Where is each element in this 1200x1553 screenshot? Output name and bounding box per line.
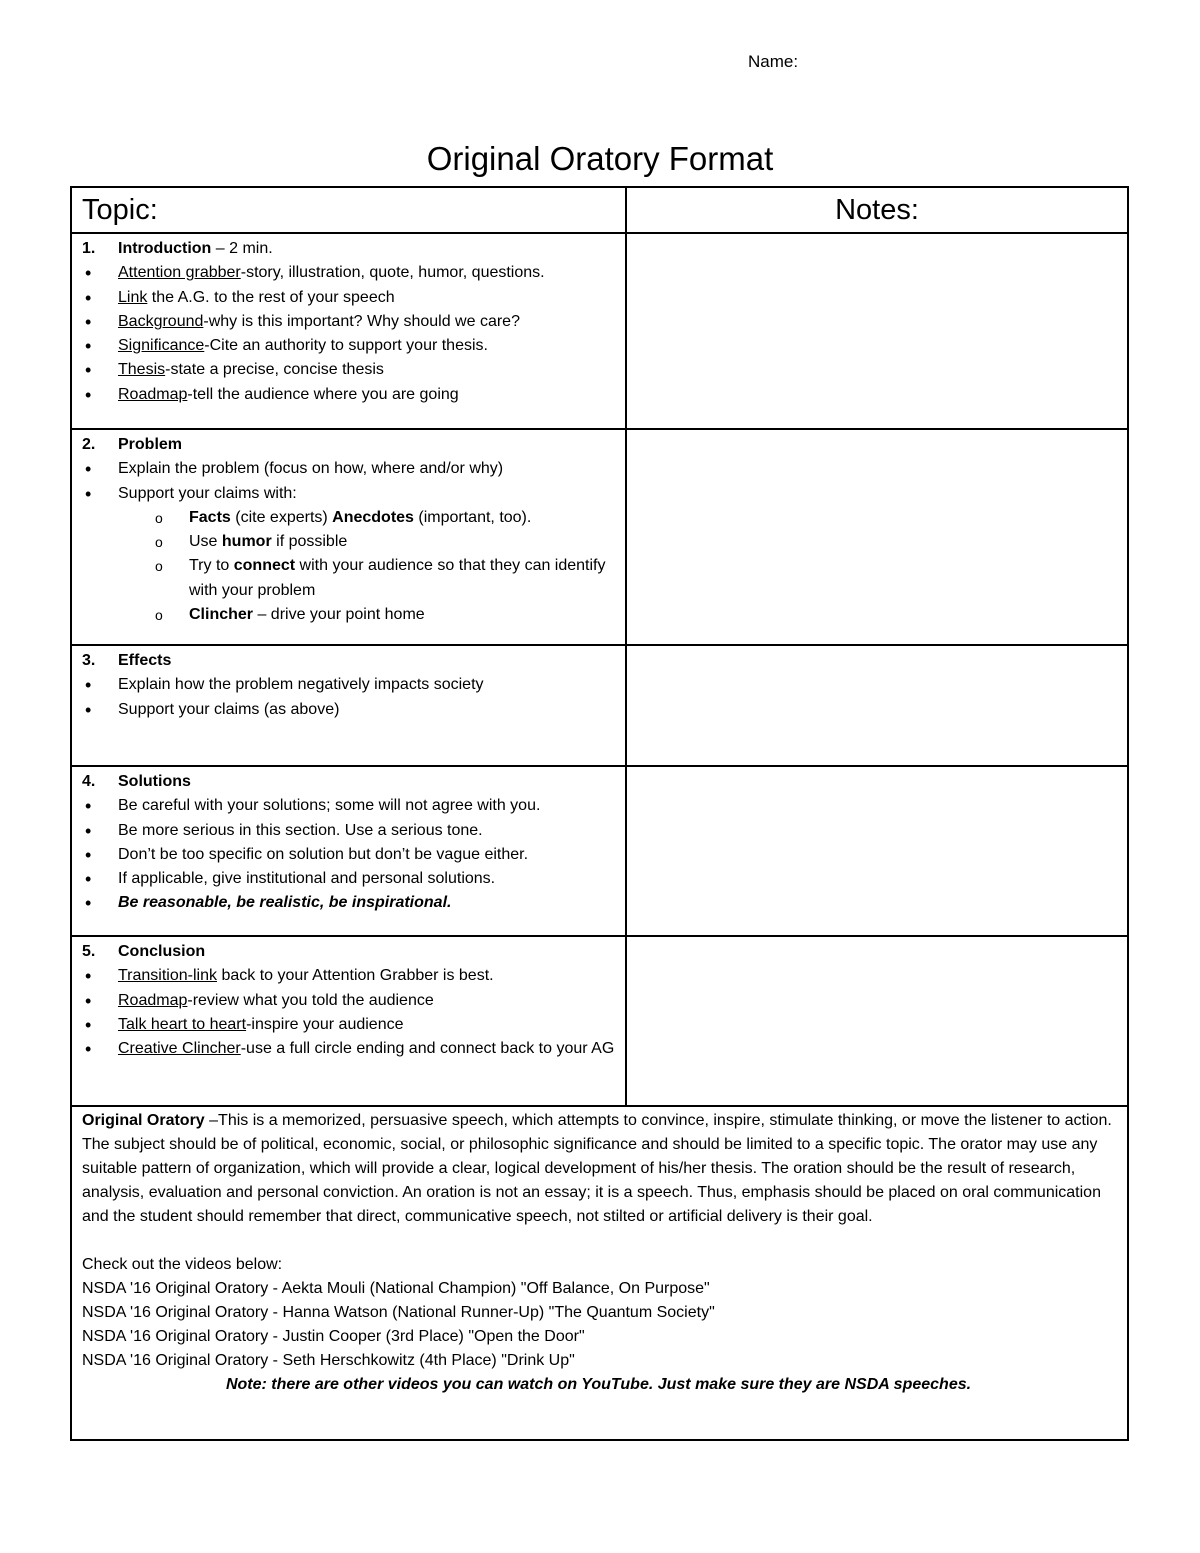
videos-note: Note: there are other videos you can watch on YouTube. Just make sure they are NSDA speeches. [225, 1376, 972, 1393]
bold-term: Facts [189, 508, 231, 526]
item-text: -review what you told the audience [187, 991, 434, 1009]
item-text: -state a precise, concise thesis [165, 361, 384, 379]
table-header-row [71, 187, 1128, 233]
notes-cell[interactable] [626, 233, 1128, 429]
videos-intro: Check out the videos below: [82, 1256, 283, 1273]
notes-cell[interactable] [626, 645, 1128, 766]
item-text: Try to [189, 557, 234, 575]
description-row [71, 1106, 1128, 1440]
underlined-term: Roadmap [118, 991, 188, 1009]
section-content [71, 429, 626, 645]
item-text: Be careful with your solutions; some will not agree with you. [118, 797, 541, 815]
sub-list-item [82, 603, 617, 627]
section-title [82, 649, 617, 673]
item-text: -why is this important? Why should we care? [203, 312, 520, 330]
item-text: Don’t be too specific on solution but don’t be vague either. [118, 845, 529, 863]
video-link[interactable]: NSDA '16 Original Oratory - Hanna Watson (National Runner-Up) "The Quantum Society" [82, 1304, 715, 1321]
list-item [82, 819, 617, 843]
section-row-introduction [71, 233, 1128, 429]
section-number: 5. [82, 943, 96, 960]
list-item [82, 891, 617, 915]
list-item [82, 334, 617, 358]
section-title-text: Solutions [118, 773, 191, 790]
item-text: If applicable, give institutional and personal solutions. [118, 870, 496, 888]
notes-header: Notes: [626, 187, 1128, 233]
section-title-text: Conclusion [118, 943, 206, 960]
section-number: 3. [82, 652, 96, 669]
section-content [71, 766, 626, 936]
section-number: 4. [82, 773, 96, 790]
item-text: Explain how the problem negatively impacts society [118, 676, 484, 694]
section-row-solutions [71, 766, 1128, 936]
section-title [82, 940, 617, 964]
video-link[interactable]: NSDA '16 Original Oratory - Justin Cooper (3rd Place) "Open the Door" [82, 1328, 585, 1345]
underlined-term: Thesis [118, 361, 166, 379]
video-link[interactable]: NSDA '16 Original Oratory - Seth Herschkowitz (4th Place) "Drink Up" [82, 1352, 575, 1369]
item-text: Use [189, 533, 222, 551]
item-text: the A.G. to the rest of your speech [147, 288, 395, 306]
bold-term: connect [233, 557, 296, 575]
section-title [82, 770, 617, 794]
section-title [82, 237, 617, 261]
list-item [82, 794, 617, 818]
video-link[interactable]: NSDA '16 Original Oratory - Aekta Mouli (National Champion) "Off Balance, On Purpose" [82, 1280, 710, 1297]
underlined-term: Transition-link [118, 967, 217, 985]
item-text: if possible [271, 533, 348, 551]
format-table [70, 186, 1129, 1441]
section-content [71, 936, 626, 1106]
item-text: -use a full circle ending and connect back to your AG [240, 1040, 615, 1058]
underlined-term: Talk heart to heart [118, 1015, 247, 1033]
section-title-text: Introduction [118, 240, 212, 257]
description-paragraph [82, 1109, 1115, 1229]
list-item [82, 310, 617, 334]
list-item [82, 1013, 617, 1037]
list-item [82, 286, 617, 310]
notes-cell[interactable] [626, 936, 1128, 1106]
sub-list-item [82, 554, 617, 603]
section-content [71, 645, 626, 766]
underlined-term: Roadmap [118, 385, 188, 403]
underlined-term: Attention grabber [118, 264, 241, 282]
description-text: –This is a memorized, persuasive speech, which attempts to convince, inspire, stimulate thinking, or move the listener to action. The subject should be of political, economic, social, or philosophic significance and should be limited to a specific topic. The orator may use any suitable pattern of organization, which will provide a clear, logical development of his/her thesis. The oration should be the result of research, analysis, evaluation and personal conviction. An oration is not an essay; it is a speech. Thus, emphasis should be placed on oral communication and the student should remember that direct, communicative speech, not stilted or artificial delivery is their goal. [82, 1112, 1112, 1225]
item-text: Be more serious in this section. Use a serious tone. [118, 821, 483, 839]
item-text: Explain the problem (focus on how, where and/or why) [118, 460, 504, 478]
sub-list-item [82, 530, 617, 554]
underlined-term: Link [118, 288, 148, 306]
section-title-text: Effects [118, 652, 172, 669]
list-item [82, 457, 617, 481]
description-cell [71, 1106, 1128, 1440]
list-item [82, 964, 617, 988]
list-item [82, 673, 617, 697]
item-text: Support your claims (as above) [118, 700, 340, 718]
bold-term: Clincher [189, 606, 254, 624]
description-term: Original Oratory [82, 1112, 210, 1129]
item-text: (important, too). [413, 508, 532, 526]
list-item [82, 383, 617, 407]
list-item [82, 867, 617, 891]
item-text: -tell the audience where you are going [187, 385, 459, 403]
section-title-text: Problem [118, 436, 183, 453]
item-text: Support your claims with: [118, 484, 297, 502]
name-label: Name: [748, 52, 799, 71]
underlined-term: Creative Clincher [118, 1040, 241, 1058]
section-content [71, 233, 626, 429]
list-item [82, 261, 617, 285]
list-item [82, 989, 617, 1013]
item-text: -story, illustration, quote, humor, questions. [240, 264, 545, 282]
item-text: back to your Attention Grabber is best. [217, 967, 494, 985]
section-row-effects [71, 645, 1128, 766]
list-item [82, 843, 617, 867]
list-item [82, 482, 617, 506]
section-title-suffix: – 2 min. [211, 240, 273, 257]
page-title: Original Oratory Format [426, 140, 774, 177]
topic-header: Topic: [71, 187, 626, 233]
sub-list-item [82, 506, 617, 530]
item-text: with your audience so that they can identify with your problem [189, 557, 606, 599]
item-text: (cite experts) [230, 508, 333, 526]
section-row-conclusion [71, 936, 1128, 1106]
underlined-term: Background [118, 312, 204, 330]
item-text: -Cite an authority to support your thesis. [204, 337, 488, 355]
list-item [82, 1037, 617, 1061]
notes-cell[interactable] [626, 429, 1128, 645]
item-text: – drive your point home [253, 606, 425, 624]
underlined-term: Significance [118, 337, 205, 355]
bold-term: humor [221, 533, 272, 551]
section-title [82, 433, 617, 457]
list-item [82, 698, 617, 722]
section-number: 1. [82, 240, 96, 257]
item-text: -inspire your audience [246, 1015, 404, 1033]
bold-term: Anecdotes [332, 508, 414, 526]
notes-cell[interactable] [626, 766, 1128, 936]
section-row-problem [71, 429, 1128, 645]
emphasis-text: Be reasonable, be realistic, be inspirational. [118, 894, 452, 912]
list-item [82, 358, 617, 382]
section-number: 2. [82, 436, 96, 453]
